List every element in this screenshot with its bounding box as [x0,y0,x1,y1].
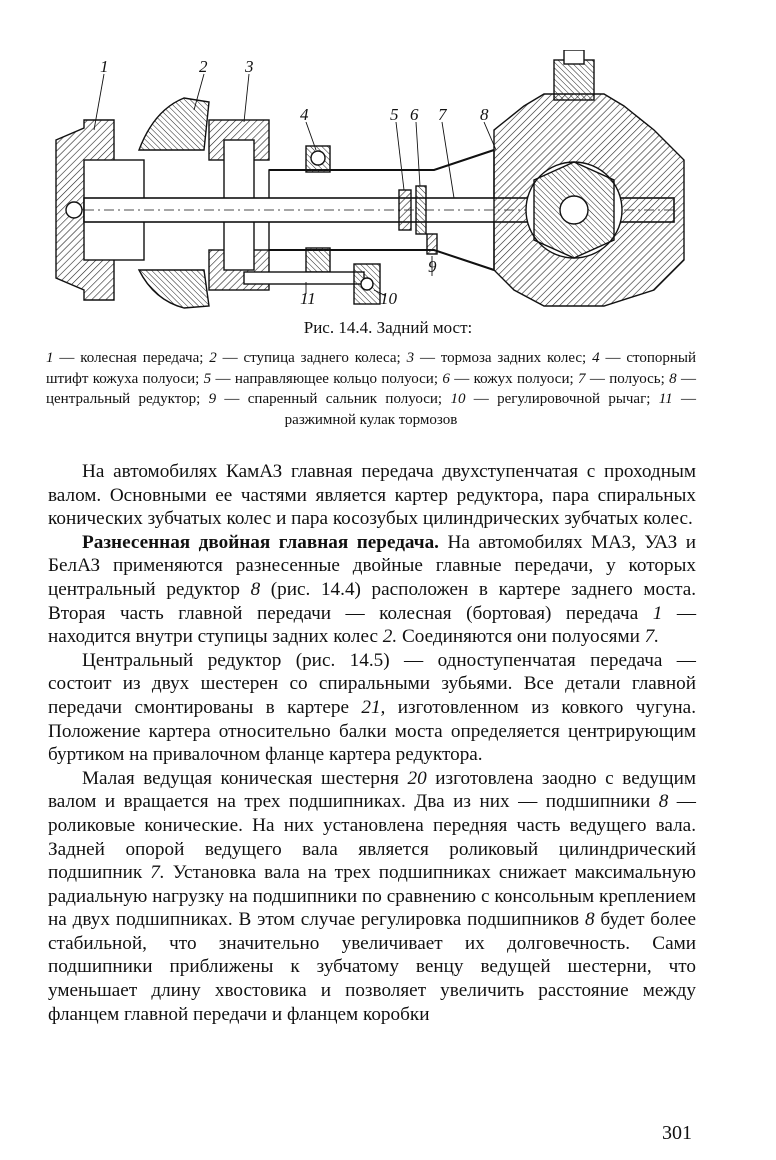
callout-11: 11 [300,289,316,308]
legend-item-11: 11 — разжимной кулак тормозов [284,391,696,428]
legend-item-9: 9 — спаренный сальник полуоси; [208,391,451,407]
rear-axle-drawing [44,50,704,312]
paragraph-3: Центральный редуктор (рис. 14.5) — одноступенчатая передача — состоит из двух шестерен со спиральными зубьями. Все детали главной передачи смонтированы в картере 21, изготовленном из ковкого чугуна. Положение картера относительно балки моста определяется центрирующим буртиком на привалочном фланце картера редуктора. [48,649,696,766]
paragraph-1: На автомобилях КамАЗ главная передача двухступенчатая с проходным валом. Основными ее частями является картер редуктора, пара спиральных конических зубчатых колес и пара косозубых цилиндрических зубчатых колес. [48,461,696,530]
legend-item-10: 10 — регулировочной рычаг; [450,391,659,407]
callout-3: 3 [245,57,254,76]
paragraph-2: Разнесенная двойная главная передача. На автомобилях МАЗ, УАЗ и БелАЗ применяются разнесенные двойные главные передачи, у которых центральный редуктор 8 (рис. 14.4) расположен в картере заднего моста. Вторая часть главной передачи — колесная (бортовая) передача 1 — находится внутри ступицы задних колес 2. Соединяются они полуосями 7. [48,531,697,648]
legend-item-4: 4 — стопорный штифт кожуха полуоси; [46,350,696,387]
callout-7: 7 [438,105,447,124]
legend-item-5: 5 — направляющее кольцо полуоси; [203,370,443,387]
callout-6: 6 [410,105,419,124]
callout-5: 5 [390,105,399,124]
figure-caption-title: Рис. 14.4. Задний мост: [303,318,473,337]
section-heading: Разнесенная двойная главная передача. [82,531,439,553]
callout-8: 8 [480,105,489,124]
legend-item-3: 3 — тормоза задних колес; [406,350,593,366]
legend-item-6: 6 — кожух полуоси; [442,370,579,387]
figure-legend [46,348,696,430]
rear-axle-figure [44,50,704,312]
legend-item-1: 1 — колесная передача; [46,350,210,366]
callout-2: 2 [199,57,208,76]
callout-1: 1 [100,57,109,76]
page-number: 301 [662,1122,692,1144]
callout-4: 4 [300,105,309,124]
callout-9: 9 [428,257,437,276]
callout-10: 10 [380,289,397,308]
body-text [48,460,696,1026]
legend-item-2: 2 — ступица заднего колеса; [209,350,407,366]
legend-item-8: 8 — центральный редуктор; [46,370,696,407]
legend-item-7: 7 — полуось; [578,370,670,387]
paragraph-4: Малая ведущая коническая шестерня 20 изготовлена заодно с ведущим валом и вращается на трех подшипниках. Два из них — подшипники 8 — роликовые конические. На них установлена передняя часть ведущего вала. Задней опорой ведущего вала является роликовый цилиндрический подшипник 7. Установка вала на трех подшипниках снижает максимальную радиальную нагрузку на подшипники по сравнению с консольным креплением на двух подшипниках. В этом случае регулировка подшипников 8 будет более стабильной, что значительно увеличивает их долговечность. Сами подшипники приближены к зубчатому венцу ведущей шестерни, что уменьшает длину хвостовика и позволяет увеличить расстояние между фланцем главной передачи и фланцем коробки [48,767,697,1025]
